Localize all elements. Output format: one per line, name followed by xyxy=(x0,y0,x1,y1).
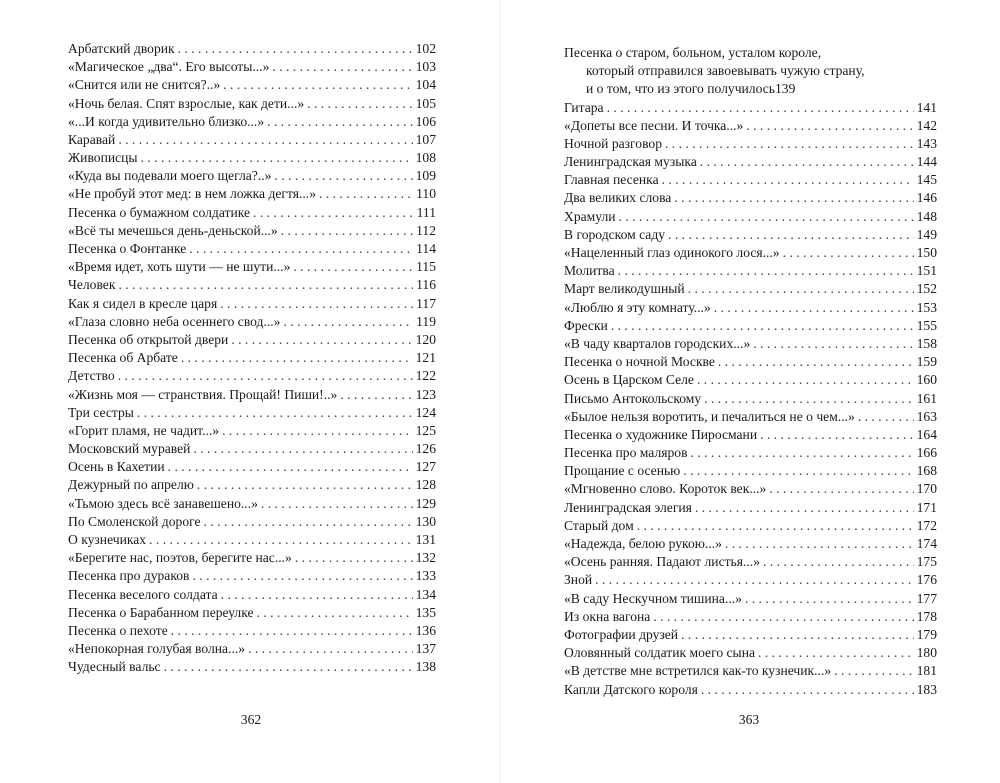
toc-entry-title: Живописцы xyxy=(68,150,138,166)
toc-entry xyxy=(68,604,436,622)
leader-dots xyxy=(220,295,413,313)
toc-entry xyxy=(564,244,937,262)
leader-dots xyxy=(607,99,914,117)
leader-dots xyxy=(181,349,413,367)
toc-entry-title: Дежурный по апрелю xyxy=(68,477,194,493)
leader-dots xyxy=(192,567,412,585)
toc-entry-title: «В детстве мне встретился как-то кузнечик...» xyxy=(564,663,832,679)
leader-dots xyxy=(783,244,914,262)
toc-entry xyxy=(68,640,436,658)
leader-dots xyxy=(189,240,413,258)
right-toc-list xyxy=(564,44,937,699)
toc-entry-page: 146 xyxy=(916,190,937,206)
toc-entry xyxy=(68,258,436,276)
leader-dots xyxy=(274,167,412,185)
leader-dots xyxy=(248,640,413,658)
toc-entry-page: 142 xyxy=(916,117,937,133)
toc-entry xyxy=(68,58,436,76)
toc-entry-page: 180 xyxy=(916,645,937,661)
leader-dots xyxy=(691,444,914,462)
toc-entry xyxy=(68,204,436,222)
leader-dots xyxy=(697,371,914,389)
toc-entry xyxy=(68,186,436,204)
toc-entry xyxy=(564,190,937,208)
toc-entry-page: 141 xyxy=(916,99,937,115)
toc-entry-page: 145 xyxy=(916,172,937,188)
leader-dots xyxy=(834,662,913,680)
toc-entry-title: Человек xyxy=(68,277,116,293)
toc-entry-page: 175 xyxy=(916,554,937,570)
toc-entry-title: Осень в Кахетии xyxy=(68,459,165,475)
toc-entry-page: 155 xyxy=(916,317,937,333)
toc-entry-page: 121 xyxy=(415,350,436,366)
toc-entry-title: Песенка о Фонтанке xyxy=(68,241,187,257)
toc-entry-page: 109 xyxy=(415,168,436,184)
toc-entry-page: 143 xyxy=(916,135,937,151)
toc-entry xyxy=(564,681,937,699)
toc-entry-page: 139 xyxy=(774,81,796,97)
toc-entry xyxy=(68,167,436,185)
leader-dots xyxy=(118,276,413,294)
leader-dots xyxy=(257,604,413,622)
leader-dots xyxy=(718,353,914,371)
toc-entry xyxy=(564,262,937,280)
leader-dots xyxy=(701,681,914,699)
toc-entry-title: Песенка о пехоте xyxy=(68,622,168,638)
toc-entry-page: 148 xyxy=(916,208,937,224)
leader-dots xyxy=(763,553,914,571)
toc-entry-title: «...И когда удивительно близко...» xyxy=(68,113,265,129)
toc-entry-title: и о том, что из этого получилось xyxy=(586,81,775,97)
toc-entry xyxy=(564,517,937,535)
toc-entry xyxy=(68,149,436,167)
leader-dots xyxy=(231,331,412,349)
toc-entry xyxy=(564,226,937,244)
toc-entry-title: Гитара xyxy=(564,99,604,115)
toc-entry xyxy=(564,590,937,608)
toc-entry-page: 163 xyxy=(916,408,937,424)
toc-entry-page: 136 xyxy=(415,622,436,638)
toc-entry-title: «Нацеленный глаз одинокого лося...» xyxy=(564,245,780,261)
toc-entry-title: Прощание с осенью xyxy=(564,463,681,479)
toc-entry xyxy=(564,371,937,389)
toc-entry xyxy=(564,390,937,408)
toc-entry-title: Молитва xyxy=(564,263,615,279)
toc-entry-title: Осень в Царском Селе xyxy=(564,372,694,388)
toc-entry xyxy=(68,477,436,495)
toc-entry-title: «В саду Нескучном тишина...» xyxy=(564,590,742,606)
toc-entry xyxy=(564,99,937,117)
toc-entry-page: 127 xyxy=(415,459,436,475)
toc-entry-title: Детство xyxy=(68,368,115,384)
toc-entry-page: 153 xyxy=(916,299,937,315)
leader-dots xyxy=(760,426,914,444)
toc-entry xyxy=(68,76,436,94)
toc-entry xyxy=(68,404,436,422)
toc-entry-page: 122 xyxy=(415,368,436,384)
toc-entry-page: 177 xyxy=(916,590,937,606)
toc-entry xyxy=(68,113,436,131)
toc-entry xyxy=(564,208,937,226)
toc-entry-title: «Жизнь моя — странствия. Прощай! Пиши!..» xyxy=(68,386,338,402)
toc-entry-page: 160 xyxy=(916,372,937,388)
leader-dots xyxy=(261,495,413,513)
toc-entry-title-line xyxy=(564,80,937,98)
toc-entry-title: «Осень ранняя. Падают листья...» xyxy=(564,554,760,570)
toc-entry-page: 125 xyxy=(415,422,436,438)
leader-dots xyxy=(307,95,412,113)
toc-entry-title: «Непокорная голубая волна...» xyxy=(68,641,246,657)
toc-entry-title: «Ночь белая. Спят взрослые, как дети...» xyxy=(68,95,305,111)
leader-dots xyxy=(164,658,413,676)
toc-entry-page: 150 xyxy=(916,245,937,261)
leader-dots xyxy=(674,190,913,208)
toc-entry xyxy=(564,117,937,135)
leader-dots xyxy=(118,367,413,385)
toc-entry-title: Оловянный солдатик моего сына xyxy=(564,645,756,661)
toc-entry-page: 115 xyxy=(416,259,436,275)
leader-dots xyxy=(700,153,914,171)
leader-dots xyxy=(758,644,914,662)
toc-entry xyxy=(68,313,436,331)
toc-entry-page: 152 xyxy=(916,281,937,297)
toc-entry-title: Храмули xyxy=(564,208,616,224)
toc-entry xyxy=(564,135,937,153)
toc-entry-title: «Магическое „два“. Его высоты...» xyxy=(68,59,270,75)
toc-entry-page: 119 xyxy=(416,313,436,329)
leader-dots xyxy=(149,531,413,549)
toc-entry xyxy=(68,276,436,294)
toc-entry-title: «Берегите нас, поэтов, берегите нас...» xyxy=(68,550,292,566)
leader-dots xyxy=(769,481,913,499)
leader-dots xyxy=(141,149,413,167)
toc-entry xyxy=(68,549,436,567)
toc-entry-title: По Смоленской дороге xyxy=(68,513,201,529)
toc-entry-page: 120 xyxy=(415,331,436,347)
toc-entry-title: Зной xyxy=(564,572,593,588)
toc-entry xyxy=(68,586,436,604)
toc-entry-page: 178 xyxy=(916,608,937,624)
toc-entry-title: Песенка о художнике Пиросмани xyxy=(564,426,758,442)
toc-entry-page: 133 xyxy=(415,568,436,584)
toc-entry-page: 104 xyxy=(415,77,436,93)
leader-dots xyxy=(619,208,914,226)
toc-entry-page: 137 xyxy=(415,641,436,657)
toc-entry-page: 174 xyxy=(916,536,937,552)
leader-dots xyxy=(267,113,412,131)
toc-entry-title: «В чаду кварталов городских...» xyxy=(564,335,751,351)
toc-entry xyxy=(564,499,937,517)
toc-entry-title: Ночной разговор xyxy=(564,135,662,151)
toc-entry-title: В городском саду xyxy=(564,226,666,242)
toc-entry xyxy=(68,622,436,640)
leader-dots xyxy=(653,608,913,626)
toc-entry-title: Ленинградская элегия xyxy=(564,499,692,515)
toc-entry-title: Песенка об открытой двери xyxy=(68,331,229,347)
toc-entry-page: 112 xyxy=(416,222,436,238)
toc-entry xyxy=(564,553,937,571)
toc-entry xyxy=(68,567,436,585)
toc-entry xyxy=(564,353,937,371)
toc-entry-title: Чудесный вальс xyxy=(68,659,161,675)
leader-dots xyxy=(688,280,914,298)
toc-entry-page: 114 xyxy=(416,241,436,257)
toc-entry-page: 151 xyxy=(916,263,937,279)
toc-entry-page: 123 xyxy=(415,386,436,402)
toc-entry xyxy=(564,535,937,553)
toc-entry-title: «Глаза словно неба осеннего свод...» xyxy=(68,313,281,329)
leader-dots xyxy=(204,513,413,531)
toc-entry-title: Как я сидел в кресле царя xyxy=(68,295,218,311)
leader-dots xyxy=(168,458,413,476)
toc-entry-page: 132 xyxy=(415,550,436,566)
toc-entry-title: «Былое нельзя воротить, и печалиться не о чем...» xyxy=(564,408,855,424)
toc-entry-title: Песенка про дураков xyxy=(68,568,190,584)
toc-entry xyxy=(564,608,937,626)
leader-dots xyxy=(118,131,412,149)
toc-entry xyxy=(68,386,436,404)
toc-entry xyxy=(564,171,937,189)
toc-entry-title: Песенка о ночной Москве xyxy=(564,354,715,370)
leader-dots xyxy=(746,117,913,135)
toc-entry-title: Март великодушный xyxy=(564,281,685,297)
toc-entry-page: 172 xyxy=(916,517,937,533)
leader-dots xyxy=(221,586,413,604)
toc-entry-title: Три сестры xyxy=(68,404,134,420)
toc-entry-title: Фрески xyxy=(564,317,608,333)
leader-dots xyxy=(714,299,914,317)
toc-entry-multiline xyxy=(564,44,937,99)
leader-dots xyxy=(704,390,913,408)
toc-entry xyxy=(68,95,436,113)
toc-entry xyxy=(68,658,436,676)
toc-entry-title: Ленинградская музыка xyxy=(564,154,697,170)
toc-entry-title: Песенка про маляров xyxy=(564,445,688,461)
toc-entry-title: Из окна вагона xyxy=(564,608,651,624)
toc-entry xyxy=(564,481,937,499)
toc-entry-page: 158 xyxy=(916,335,937,351)
leader-dots xyxy=(595,571,913,589)
toc-entry xyxy=(564,335,937,353)
toc-entry-page: 116 xyxy=(416,277,436,293)
leader-dots xyxy=(683,462,913,480)
leader-dots xyxy=(611,317,914,335)
leader-dots xyxy=(253,204,414,222)
toc-entry-page: 171 xyxy=(916,499,937,515)
toc-entry-title: О кузнечиках xyxy=(68,532,147,548)
toc-entry xyxy=(68,331,436,349)
leader-dots xyxy=(668,226,914,244)
toc-entry-page: 159 xyxy=(916,354,937,370)
toc-entry xyxy=(68,222,436,240)
leader-dots xyxy=(283,313,413,331)
leader-dots xyxy=(272,58,412,76)
toc-entry-page: 102 xyxy=(415,40,436,56)
leader-dots xyxy=(858,408,914,426)
toc-entry-page: 135 xyxy=(415,604,436,620)
toc-entry-title: «Надежда, белою рукою...» xyxy=(564,536,722,552)
leader-dots xyxy=(340,386,412,404)
toc-entry xyxy=(68,131,436,149)
toc-entry-title: «Не пробуй этот мед: в нем ложка дегтя...» xyxy=(68,186,317,202)
left-toc-list xyxy=(68,40,436,677)
toc-entry-title: «Куда вы подевали моего щегла?..» xyxy=(68,168,272,184)
leader-dots xyxy=(319,186,413,204)
toc-entry-title: Песенка о Барабанном переулке xyxy=(68,604,254,620)
toc-entry-title-line: который отправился завоевывать чужую страну, xyxy=(586,63,865,79)
toc-entry xyxy=(564,444,937,462)
toc-entry-page: 105 xyxy=(415,95,436,111)
toc-entry-page: 128 xyxy=(415,477,436,493)
toc-entry xyxy=(68,513,436,531)
toc-entry-title: Два великих слова xyxy=(564,190,672,206)
leader-dots xyxy=(178,40,413,58)
toc-entry-page: 144 xyxy=(916,154,937,170)
toc-entry-title: Письмо Антокольскому xyxy=(564,390,702,406)
toc-entry xyxy=(564,153,937,171)
toc-entry-page: 108 xyxy=(415,150,436,166)
leader-dots xyxy=(665,135,914,153)
toc-entry-title: Арбатский дворик xyxy=(68,40,175,56)
toc-entry xyxy=(564,462,937,480)
toc-entry-page: 126 xyxy=(415,441,436,457)
toc-entry-page: 117 xyxy=(416,295,436,311)
leader-dots xyxy=(725,535,914,553)
leader-dots xyxy=(222,422,413,440)
toc-entry-title: «Люблю я эту комнату...» xyxy=(564,299,711,315)
toc-entry xyxy=(68,240,436,258)
toc-entry xyxy=(564,280,937,298)
toc-entry-page: 134 xyxy=(415,586,436,602)
toc-entry-title: Главная песенка xyxy=(564,172,659,188)
toc-entry xyxy=(68,458,436,476)
toc-entry-page: 183 xyxy=(916,681,937,697)
toc-entry xyxy=(564,408,937,426)
toc-entry-title-line: Песенка о старом, больном, усталом короле, xyxy=(564,45,822,60)
leader-dots xyxy=(618,262,914,280)
toc-entry xyxy=(68,367,436,385)
toc-entry-title: «Время идет, хоть шути — не шути...» xyxy=(68,259,291,275)
leader-dots xyxy=(137,404,413,422)
leader-dots xyxy=(193,440,412,458)
toc-entry xyxy=(564,299,937,317)
toc-entry-page: 149 xyxy=(916,226,937,242)
toc-entry xyxy=(564,571,937,589)
toc-entry-page: 138 xyxy=(415,659,436,675)
toc-entry-title: «Горит пламя, не чадит...» xyxy=(68,422,220,438)
toc-entry xyxy=(564,626,937,644)
toc-entry-title: «Мгновенно слово. Короток век...» xyxy=(564,481,767,497)
leader-dots xyxy=(223,76,412,94)
toc-entry-page: 131 xyxy=(415,532,436,548)
toc-entry-title: «Снится или не снится?..» xyxy=(68,77,221,93)
toc-entry xyxy=(564,662,937,680)
leader-dots xyxy=(171,622,413,640)
toc-entry-page: 130 xyxy=(415,513,436,529)
toc-entry-page: 170 xyxy=(916,481,937,497)
toc-entry-page: 107 xyxy=(415,131,436,147)
left-page-number: 362 xyxy=(240,712,262,727)
leader-dots xyxy=(753,335,913,353)
toc-entry-page: 103 xyxy=(415,59,436,75)
toc-entry-title: Песенка о бумажном солдатике xyxy=(68,204,251,220)
toc-entry-title: «Всё ты мечешься день-деньской...» xyxy=(68,222,278,238)
right-page xyxy=(500,0,1000,783)
toc-entry-title: Капли Датского короля xyxy=(564,681,698,697)
toc-entry-page: 168 xyxy=(916,463,937,479)
toc-entry-page: 161 xyxy=(916,390,937,406)
leader-dots xyxy=(197,477,413,495)
toc-entry-title: Песенка веселого солдата xyxy=(68,586,218,602)
toc-entry-title: «Тьмою здесь всё занавешено...» xyxy=(68,495,258,511)
toc-entry-page: 129 xyxy=(415,495,436,511)
toc-entry-title: Каравай xyxy=(68,131,116,147)
toc-entry-title: Московский муравей xyxy=(68,441,191,457)
leader-dots xyxy=(681,626,914,644)
toc-entry-page: 124 xyxy=(415,404,436,420)
leader-dots xyxy=(293,258,413,276)
toc-entry xyxy=(68,40,436,58)
toc-entry xyxy=(68,495,436,513)
leader-dots xyxy=(745,590,914,608)
toc-entry xyxy=(564,317,937,335)
toc-entry-title: Фотографии друзей xyxy=(564,626,679,642)
leader-dots xyxy=(281,222,413,240)
toc-entry-page: 111 xyxy=(416,204,436,220)
toc-entry-title: «Допеты все песни. И точка...» xyxy=(564,117,744,133)
leader-dots xyxy=(637,517,914,535)
right-page-number: 363 xyxy=(738,712,760,727)
toc-entry xyxy=(564,644,937,662)
leader-dots xyxy=(695,499,914,517)
toc-entry xyxy=(68,349,436,367)
toc-entry xyxy=(68,295,436,313)
toc-entry xyxy=(68,440,436,458)
toc-entry-page: 181 xyxy=(916,663,937,679)
toc-entry xyxy=(68,531,436,549)
toc-entry-page: 166 xyxy=(916,445,937,461)
toc-entry xyxy=(68,422,436,440)
toc-entry-title: Песенка об Арбате xyxy=(68,350,178,366)
toc-entry-page: 110 xyxy=(416,186,436,202)
toc-entry-page: 106 xyxy=(415,113,436,129)
toc-entry-page: 176 xyxy=(916,572,937,588)
leader-dots xyxy=(662,171,914,189)
toc-entry-page: 164 xyxy=(916,426,937,442)
toc-entry-title: Старый дом xyxy=(564,517,634,533)
toc-entry-page: 179 xyxy=(916,626,937,642)
toc-entry xyxy=(564,426,937,444)
leader-dots xyxy=(295,549,413,567)
